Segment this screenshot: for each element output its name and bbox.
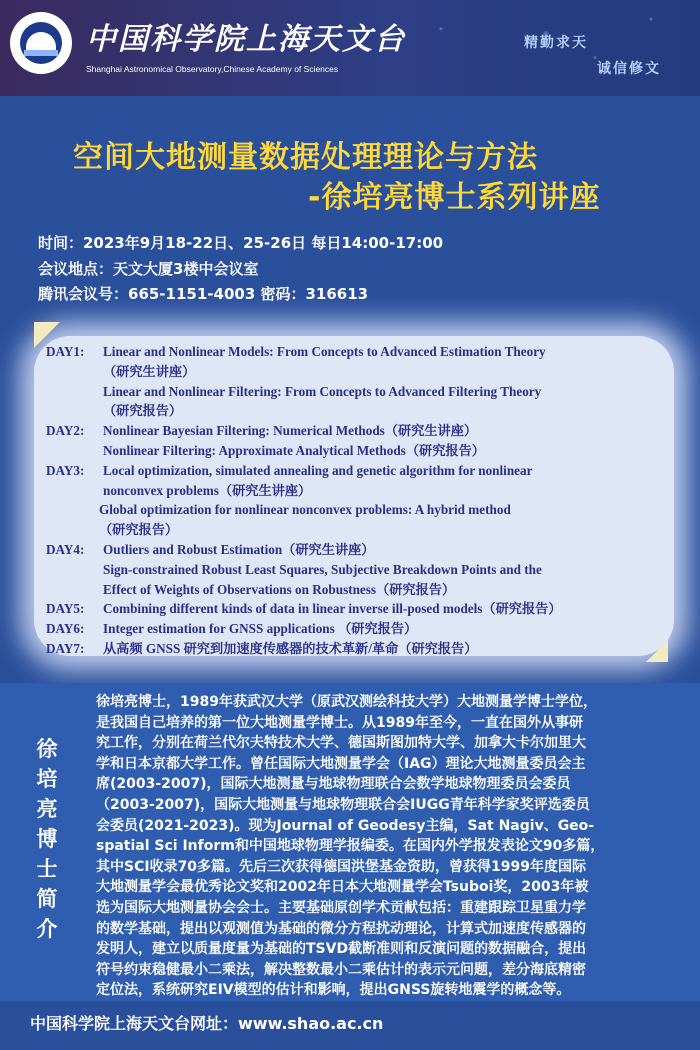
org-name-en: Shanghai Astronomical Observatory,Chinese Academy of Sciences (86, 64, 339, 74)
info-time: 时间：2023年9月18-22日、25-26日 每日14:00-17:00 (38, 234, 444, 252)
bio-title: 徐培亮博士简介 (36, 737, 58, 941)
info-meeting: 腾讯会议号：665-1151-4003 密码：316613 (38, 285, 369, 303)
bio-text: 徐培亮博士，1989年获武汉大学（原武汉测绘科技大学）大地测量学博士学位， 是我国自己培养的第一位大地测量学博士。从1989年至今，一直在国外从事研 究工作，分别在荷兰代尔夫特技术大学、德国斯图加特大学、加拿大卡尔加里大 学和日本京都大学工作。曾任国际大地测量学会（IAG）理论大地测量委员会主 席(2003-2007)，国际大地测量与地球物理联合会数学地球物理委员会委员 （2003-2007)，国际大地测量与地球物理联合会IUGG青年科学家奖评选委员 会委员(2021-2023)。现为Journal of Geodesy主编，Sat Nagiv、Geo- spatial Sci Inform和中国地球物理学报编委。在国内外学报发表论文90多篇， 其中SCI收录70多篇。先后三次获得德国洪堡基金资助，曾获得1999年度国际 大地测量学会最优秀论文奖和2002年日本大地测量学会Tsuboi奖，2003年被 选为国际大地测量协会会士。主要基础原创学术贡献包括：重建跟踪卫星重力学 的数学基础，提出以观测值为基础的微分方程扰动理论，计算式加速度传感器的 发明人，建立以质量度量为基础的TSVD截断准则和反演问题的数据融合，提出 符号约束稳健最小二乘法，解决整数最小二乘估计的表示元问题，差分海底精密 定位法，系统研究EIV模型的估计和影响，提出GNSS旋转地震学的概念等。 (96, 694, 605, 999)
schedule-day7: DAY7: 从高频 GNSS 研究到加速度传感器的技术革新/革命（研究报告） (46, 640, 478, 656)
org-name-cn: 中国科学院上海天文台 (86, 22, 406, 57)
schedule-day6: DAY6: Integer estimation for GNSS applications （研究报告） (46, 621, 418, 637)
schedule-list: DAY1: Linear and Nonlinear Models: From Concepts to Advanced Estimation Theory （研究生讲座） Linear and Nonlinear Filtering: From Concepts to Advanced Filtering Theory （研究报告） DAY2: Nonlinear Bayesian Filtering: Numerical Methods（研究生讲座） Nonlinear Filtering: Approximate Analytical Methods（研究报告） DAY3: Local optimization, simulated annealing and genetic algorithm for nonlinear nonconvex problems（研究生讲座） Global optimization for nonlinear nonconvex problems: A hybrid method （研究报告） DAY4: Outliers and Robust Estimation（研究生讲座） Sign-constrained Robust Least Squares, Subjective Breakdown Points and the Effect of Weights of Observations on Robustness（研究报告） DAY5: Combining different kinds of data in linear inverse ill-posed models（研究报告） DAY6: Integer estimation for GNSS applications （研究报告） DAY7: 从高频 GNSS 研究到加速度传感器的技术革新/革命（研究报告） (46, 342, 666, 659)
schedule-day3: DAY3: Local optimization, simulated annealing and genetic algorithm for nonlinear (46, 462, 533, 478)
schedule-day4: DAY4: Outliers and Robust Estimation（研究生讲座） (46, 541, 375, 557)
schedule-day1: DAY1: Linear and Nonlinear Models: From Concepts to Advanced Estimation Theory (46, 344, 546, 359)
motto-line1: 精勤求天 (524, 35, 588, 51)
schedule-day5: DAY5: Combining different kinds of data in linear inverse ill-posed models（研究报告） (46, 601, 562, 617)
observatory-logo-icon (10, 12, 72, 74)
motto-line2: 诚信修文 (597, 61, 661, 77)
footer-website: 中国科学院上海天文台网址：www.shao.ac.cn (30, 1014, 384, 1033)
header-banner (0, 0, 700, 96)
title-line1: 空间大地测量数据处理理论与方法 (73, 140, 538, 175)
info-venue: 会议地点：天文大厦3楼中会议室 (38, 260, 259, 278)
title-line2: -徐培亮博士系列讲座 (308, 180, 601, 215)
schedule-panel (34, 322, 674, 664)
schedule-day2: DAY2: Nonlinear Bayesian Filtering: Numerical Methods（研究生讲座） (46, 423, 478, 439)
